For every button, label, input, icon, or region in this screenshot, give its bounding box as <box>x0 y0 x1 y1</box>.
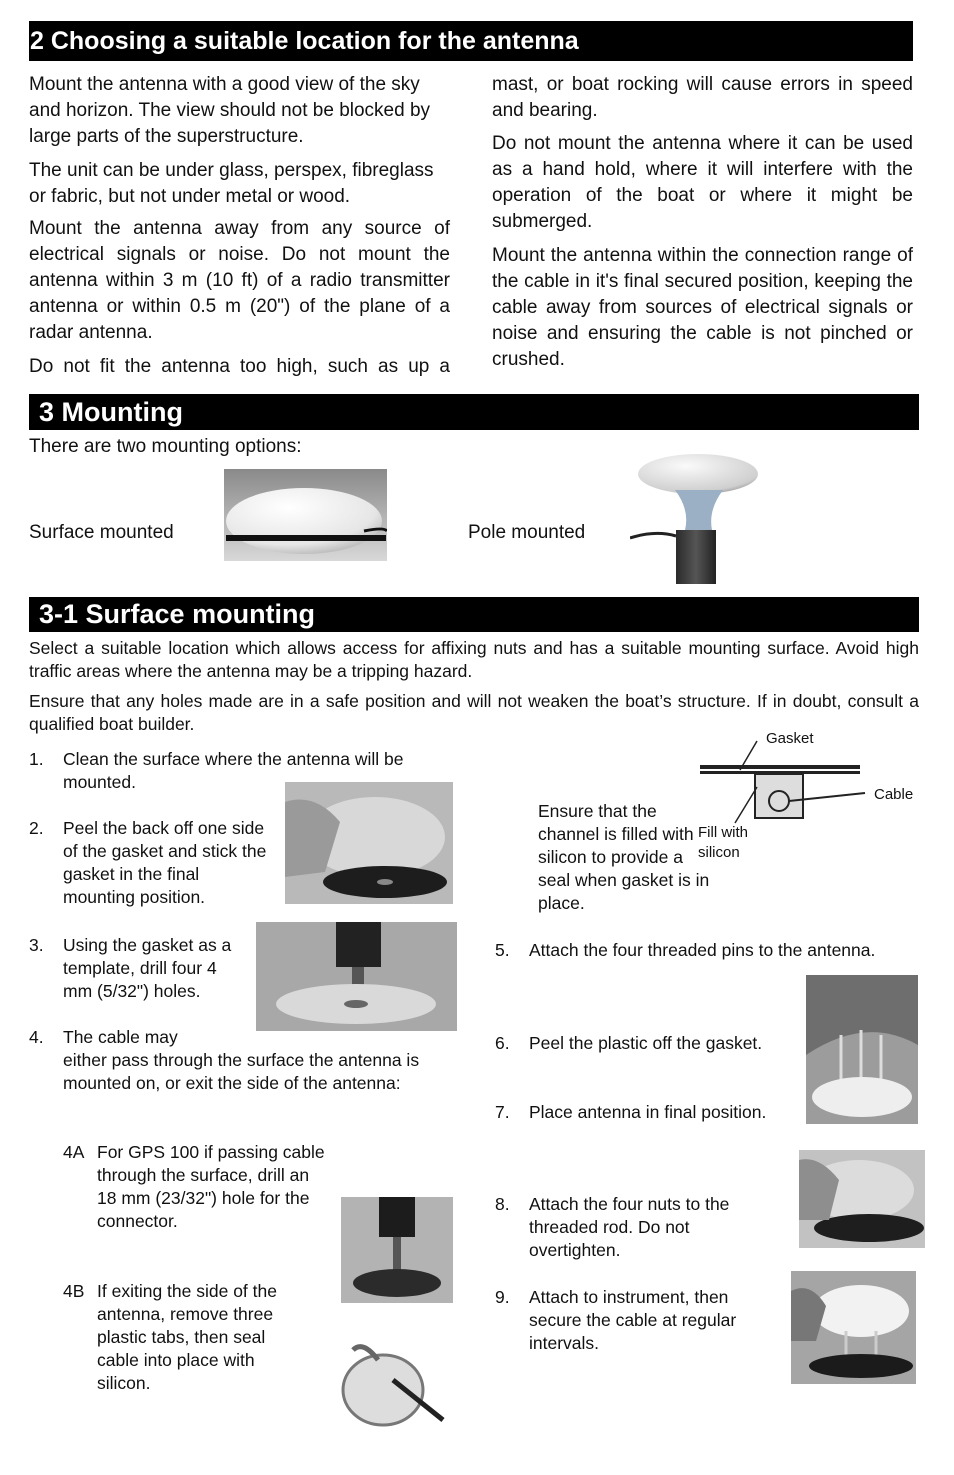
step-3-number: 3. <box>29 935 44 955</box>
sec2-right-p2: Do not mount the antenna where it can be used as a hand hold, where it will interfere with the operation of the boat or where it might be submerged. <box>492 133 913 232</box>
sec2-left-p1: Mount the antenna with a good view of the sky and horizon. The view should not be blocked by large parts of the superstructure. <box>29 74 431 147</box>
step-5-number: 5. <box>495 940 510 960</box>
drill-connector-photo <box>341 1197 453 1303</box>
step-2-number: 2. <box>29 818 44 838</box>
surface-mount-photo <box>224 469 387 561</box>
step-7-number: 7. <box>495 1102 510 1122</box>
step-9-number: 9. <box>495 1287 510 1307</box>
gasket-peel-photo <box>285 782 453 904</box>
step-8-text: Attach the four nuts to the threaded rod. Do not overtighten. <box>529 1194 730 1260</box>
diagram-label-fill: Fill with silicon <box>698 824 749 861</box>
step-1-text: Clean the surface where the antenna will be mounted. <box>63 749 404 792</box>
step-4a-number: 4A <box>63 1142 85 1162</box>
surface-p1: Select a suitable location which allows access for affixing nuts and has a suitable mounting surface. Avoid high traffic areas where the antenna may be a tripping hazard. <box>29 638 919 681</box>
sec2-right-p1: mast, or boat rocking will cause errors in speed and bearing. <box>492 74 913 121</box>
section-3-1-heading: 3-1 Surface mounting <box>29 597 919 632</box>
step-2-text: Peel the back off one side of the gasket and stick the gasket in the final mounting position. <box>63 818 267 907</box>
surface-p2: Ensure that any holes made are in a safe position and will not weaken the boat’s structure. If in doubt, consult a qualified boat builder. <box>29 691 919 734</box>
step-9-text: Attach to instrument, then secure the cable at regular intervals. <box>529 1287 737 1353</box>
step-5-text: Attach the four threaded pins to the antenna. <box>529 940 876 960</box>
section-3-heading: 3 Mounting <box>29 394 919 430</box>
attach-nuts-photo <box>799 1150 925 1248</box>
pole-mounted-label: Pole mounted <box>468 522 586 543</box>
drill-holes-photo <box>256 922 457 1031</box>
step-4a-text: For GPS 100 if passing cable through the surface, drill an 18 mm (23/32") hole for the connector. <box>97 1142 325 1231</box>
step-4-text-a: The cable may <box>63 1027 178 1047</box>
step-4b-number: 4B <box>63 1281 85 1301</box>
step-6-text: Peel the plastic off the gasket. <box>529 1033 763 1053</box>
step-8-number: 8. <box>495 1194 510 1214</box>
step-1-number: 1. <box>29 749 44 769</box>
step-3-text: Using the gasket as a template, drill four 4 mm (5/32") holes. <box>63 935 232 1001</box>
step-6-number: 6. <box>495 1033 510 1053</box>
step-4-text-b: either pass through the surface the antenna is mounted on, or exit the side of the antenna: <box>63 1050 420 1093</box>
diagram-label-cable: Cable <box>874 786 914 803</box>
sec2-right-p3: Mount the antenna within the connection range of the cable in it's final secured position, keeping the cable away from sources of electrical signals or noise and ensuring the cable is not pinched or crushed. <box>492 245 913 370</box>
sec2-left-p4: Do not fit the antenna too high, such as up a <box>29 356 450 377</box>
mounting-intro: There are two mounting options: <box>29 436 302 457</box>
pole-mount-photo <box>630 452 760 584</box>
sec2-left-p2: The unit can be under glass, perspex, fibreglass or fabric, but not under metal or wood. <box>29 160 434 207</box>
section-2-heading: 2 Choosing a suitable location for the antenna <box>29 21 913 61</box>
side-exit-photo <box>333 1340 448 1432</box>
threaded-pins-photo <box>806 975 918 1124</box>
step-7-text: Place antenna in final position. <box>529 1102 767 1122</box>
diagram-label-gasket: Gasket <box>766 730 814 747</box>
secure-cable-photo <box>791 1271 916 1384</box>
step-4-number: 4. <box>29 1027 44 1047</box>
sec2-left-p3: Mount the antenna away from any source of electrical signals or noise. Do not mount the antenna within 3 m (10 ft) of a radio transmitter antenna or within 0.5 m (20") of the plane of a radar antenna. <box>29 218 450 343</box>
surface-mounted-label: Surface mounted <box>29 522 174 543</box>
step-4b-text: If exiting the side of the antenna, remove three plastic tabs, then seal cable into place with silicon. <box>97 1281 277 1393</box>
channel-note: Ensure that the channel is filled with silicon to provide a seal when gasket is in place. <box>538 801 710 913</box>
